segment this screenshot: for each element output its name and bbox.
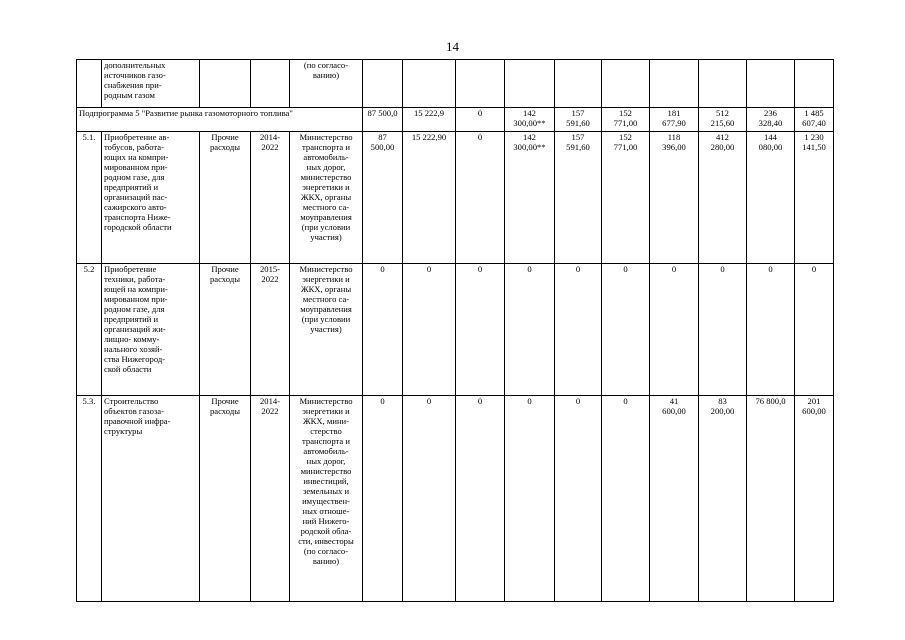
table-row-continuation	[77, 60, 834, 108]
row-expense-type: Прочие расходы	[200, 132, 251, 264]
value-cell: 1 230 141,50	[795, 132, 834, 264]
row-executor: Министерство энергетики и ЖКХ, мини- стерство транспорта и автомобиль- ных дорог, министерство инвестиций, земельных и имуществен- ных отноше- ний Нижего- родской обла- сти, инвесторы (по согласо- ванию)	[290, 396, 363, 602]
value-cell: 0	[456, 108, 505, 132]
table-row	[77, 264, 834, 396]
row-number: 5.1.	[77, 132, 102, 264]
value-cell: 87 500,0	[363, 108, 403, 132]
table-row	[77, 396, 834, 602]
value-cell: 0	[747, 264, 795, 396]
row-name: Приобретение техники, работа- ющей на компри- мированном при- родном газе, для предприятий и организаций жи- лищно- комму- нального хозяй- ства Нижегород- ской области	[102, 264, 200, 396]
row-number: 5.3.	[77, 396, 102, 602]
row-name: дополнительных источников газо- снабжения при- родным газом	[102, 60, 200, 108]
row-executor: Министерство транспорта и автомобиль- ных дорог, министерство энергетики и ЖКХ, органы местного са- моуправления (при условии участия)	[290, 132, 363, 264]
value-cell: 181 677,90	[650, 108, 699, 132]
row-executor: Министерство энергетики и ЖКХ, органы местного са- моуправления (при условии участия)	[290, 264, 363, 396]
value-cell: 41 600,00	[650, 396, 699, 602]
row-name: Строительство объектов газоза- правочной инфра- структуры	[102, 396, 200, 602]
table-row	[77, 132, 834, 264]
table-row-subprogram	[77, 108, 834, 132]
row-period: 2015- 2022	[251, 264, 290, 396]
subprogram-title: Подпрограмма 5 "Развитие рынка газомоторного топлива"	[77, 108, 363, 132]
value-cell: 0	[650, 264, 699, 396]
value-cell: 512 215,60	[699, 108, 747, 132]
value-cell: 0	[795, 264, 834, 396]
value-cell: 0	[363, 396, 403, 602]
value-cell: 0	[505, 396, 555, 602]
row-period: 2014- 2022	[251, 132, 290, 264]
value-cell: 142 300,00**	[505, 132, 555, 264]
value-cell: 157 591,60	[555, 108, 602, 132]
value-cell: 0	[555, 396, 602, 602]
value-cell: 76 800,0	[747, 396, 795, 602]
value-cell: 0	[363, 264, 403, 396]
value-cell: 83 200,00	[699, 396, 747, 602]
row-period: 2014- 2022	[251, 396, 290, 602]
row-executor: (по согласо- ванию)	[290, 60, 363, 108]
value-cell: 0	[456, 396, 505, 602]
value-cell: 0	[555, 264, 602, 396]
value-cell: 15 222,9	[403, 108, 456, 132]
value-cell: 0	[456, 132, 505, 264]
value-cell: 87 500,00	[363, 132, 403, 264]
row-expense-type: Прочие расходы	[200, 264, 251, 396]
value-cell: 118 396,00	[650, 132, 699, 264]
value-cell: 236 328,40	[747, 108, 795, 132]
row-expense-type: Прочие расходы	[200, 396, 251, 602]
value-cell: 0	[403, 264, 456, 396]
page-number: 14	[446, 39, 459, 54]
value-cell: 1 485 607,40	[795, 108, 834, 132]
value-cell: 144 080,00	[747, 132, 795, 264]
row-number: 5.2	[77, 264, 102, 396]
value-cell: 412 280,00	[699, 132, 747, 264]
row-name: Приобретение ав- тобусов, работа- ющих на компри- мированном при- родном газе, для предприятий и организаций пас- сажирского авто- транспорта Ниже- городской области	[102, 132, 200, 264]
value-cell: 201 600,00	[795, 396, 834, 602]
value-cell: 142 300,00**	[505, 108, 555, 132]
value-cell: 0	[602, 264, 650, 396]
value-cell: 0	[699, 264, 747, 396]
value-cell: 0	[403, 396, 456, 602]
program-table	[76, 59, 834, 602]
value-cell: 152 771,00	[602, 108, 650, 132]
value-cell: 157 591,60	[555, 132, 602, 264]
value-cell: 15 222,90	[403, 132, 456, 264]
value-cell: 152 771,00	[602, 132, 650, 264]
value-cell: 0	[602, 396, 650, 602]
value-cell: 0	[456, 264, 505, 396]
value-cell: 0	[505, 264, 555, 396]
